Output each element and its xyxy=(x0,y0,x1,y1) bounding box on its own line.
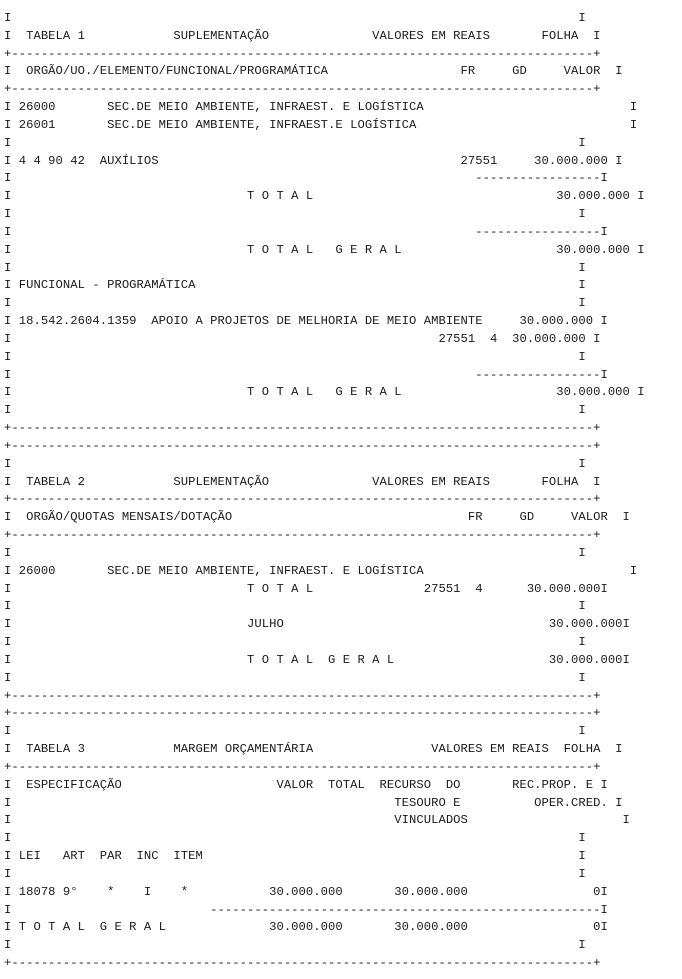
report-line: I I xyxy=(4,456,586,471)
report-line: I I xyxy=(4,831,586,846)
report-line: I I xyxy=(4,349,586,364)
report-line: I -----------------I xyxy=(4,171,608,186)
report-line: +-------------------------------------------------------------------------------+ xyxy=(4,438,601,453)
report-line: I TABELA 2 SUPLEMENTAÇÃO VALORES EM REAIS FOLHA I xyxy=(4,474,601,489)
report-line: I T O T A L 30.000.000 I xyxy=(4,189,645,204)
report-line: I T O T A L G E R A L 30.000.000 30.000.000 0I xyxy=(4,920,608,935)
report-line: +-------------------------------------------------------------------------------+ xyxy=(4,706,601,721)
report-line: I I xyxy=(4,670,586,685)
report-line: I T O T A L 27551 4 30.000.000I xyxy=(4,581,608,596)
report-line: +-------------------------------------------------------------------------------+ xyxy=(4,688,601,703)
report-line: I I xyxy=(4,724,586,739)
report-line: I I xyxy=(4,403,586,418)
report-line: I I xyxy=(4,296,586,311)
report-line: I I xyxy=(4,938,586,953)
report-line: +-------------------------------------------------------------------------------+ xyxy=(4,46,601,61)
report-line: +-------------------------------------------------------------------------------+ xyxy=(4,82,601,97)
report-line: I TABELA 1 SUPLEMENTAÇÃO VALORES EM REAIS FOLHA I xyxy=(4,28,601,43)
report-line: I JULHO 30.000.000I xyxy=(4,617,630,632)
report-line: I 26000 SEC.DE MEIO AMBIENTE, INFRAEST. E LOGÍSTICA I xyxy=(4,100,638,115)
report-line: I 27551 4 30.000.000 I xyxy=(4,331,601,346)
report-line: I VINCULADOS I xyxy=(4,813,630,828)
report-line: I T O T A L G E R A L 30.000.000 I xyxy=(4,242,645,257)
report-line: I I xyxy=(4,135,586,150)
report-line: I ORGÃO/UO./ELEMENTO/FUNCIONAL/PROGRAMÁTICA FR GD VALOR I xyxy=(4,64,623,79)
report-line: +-------------------------------------------------------------------------------+ xyxy=(4,955,601,970)
report-line: I -----------------------------------------------------I xyxy=(4,902,608,917)
report-line: I 18078 9° * I * 30.000.000 30.000.000 0I xyxy=(4,884,608,899)
report-line: I T O T A L G E R A L 30.000.000I xyxy=(4,652,630,667)
report-line: I I xyxy=(4,11,586,25)
report-line: I 18.542.2604.1359 APOIO A PROJETOS DE MELHORIA DE MEIO AMBIENTE 30.000.000 I xyxy=(4,314,608,329)
report-line: I -----------------I xyxy=(4,367,608,382)
report-line: I 26000 SEC.DE MEIO AMBIENTE, INFRAEST. E LOGÍSTICA I xyxy=(4,563,638,578)
report-line: +-------------------------------------------------------------------------------+ xyxy=(4,492,601,507)
report-line: I I xyxy=(4,635,586,650)
report-line: I I xyxy=(4,260,586,275)
report-line: I LEI ART PAR INC ITEM I xyxy=(4,849,586,863)
report-line: I ORGÃO/QUOTAS MENSAIS/DOTAÇÃO FR GD VALOR I xyxy=(4,510,630,525)
report-line: I I xyxy=(4,866,586,881)
report-line: I I xyxy=(4,599,586,614)
report-line: I I xyxy=(4,207,586,222)
report-line: I FUNCIONAL - PROGRAMÁTICA I xyxy=(4,278,586,293)
report-line: +-------------------------------------------------------------------------------+ xyxy=(4,528,601,543)
report-line: I T O T A L G E R A L 30.000.000 I xyxy=(4,385,645,400)
report-line: +-------------------------------------------------------------------------------+ xyxy=(4,421,601,436)
report-line: I TESOURO E OPER.CRED. I xyxy=(4,795,623,810)
report-line: I I xyxy=(4,545,586,560)
report-line: I ESPECIFICAÇÃO VALOR TOTAL RECURSO DO REC.PROP. E I xyxy=(4,777,608,792)
report-line: I TABELA 3 MARGEM ORÇAMENTÁRIA VALORES EM REAIS FOLHA I xyxy=(4,742,623,757)
report-line: I 4 4 90 42 AUXÍLIOS 27551 30.000.000 I xyxy=(4,153,623,168)
report-line: I -----------------I xyxy=(4,224,608,239)
report-line: +-------------------------------------------------------------------------------+ xyxy=(4,759,601,774)
report-line: I 26001 SEC.DE MEIO AMBIENTE, INFRAEST.E LOGÍSTICA I xyxy=(4,117,638,132)
